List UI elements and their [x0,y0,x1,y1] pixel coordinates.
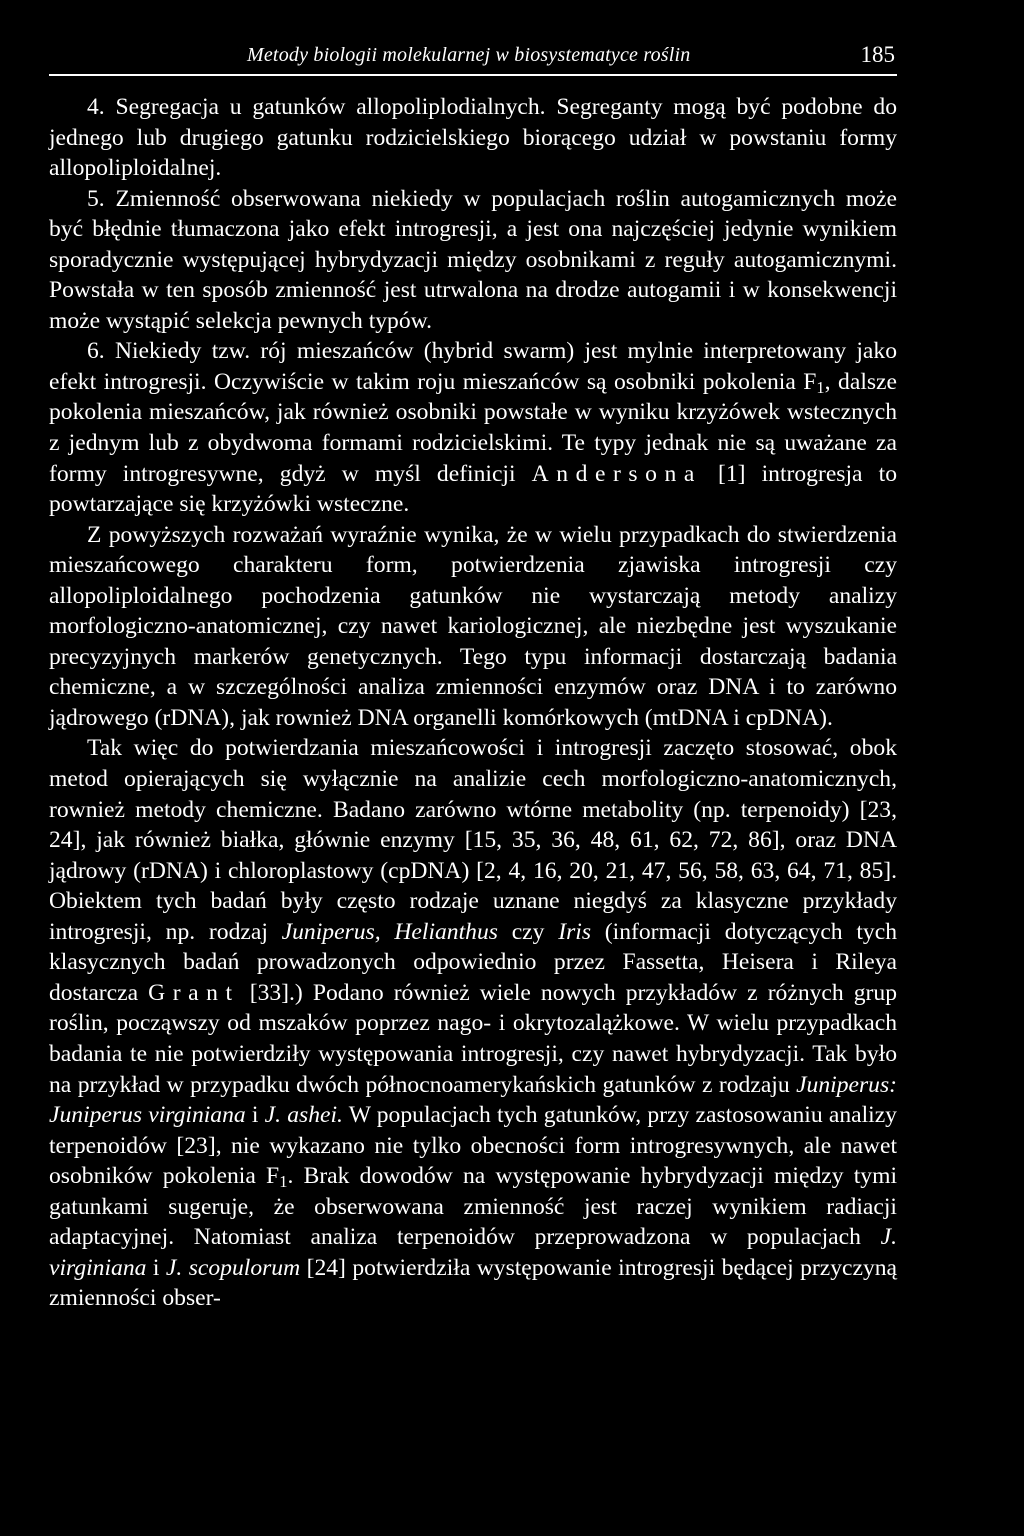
paragraph-conclusion [49,520,897,734]
page-number: 185 [860,42,895,67]
spaced-author-name: Grant [148,979,240,1006]
text-run: i [245,1102,265,1129]
text-run: , dalsze pokolenia mieszańców, jak również osobniki powstałe w wyniku krzyżówek wstecznych z jednym lub z obydwoma formami rodzicielskimi. Te typy jednak nie są uważane za formy introgresywne, gdyż w myśl definicji [49,368,898,487]
text-run: W populacjach tych gatunków, przy zastosowaniu analizy terpenoidów [23], nie wykazano nie tylko obecności form introgresywnych, ale nawet osobników pokolenia F [49,1102,897,1190]
text-run: i [146,1254,166,1281]
italic-term: Juniperus: Juniperus virginiana [49,1071,897,1129]
paragraph-item4 [49,92,897,184]
text-run: 4. Segregacja u gatunków allopoliplodialnych. Segreganty mogą być podobne do jednego lub drugiego gatunku rodzicielskiego biorącego udział w powstaniu formy allopoliploidalnej. [49,94,897,182]
subscript: 1 [816,378,825,398]
text-run: Z powyższych rozważań wyraźnie wynika, że w wielu przypadkach do stwierdzenia mieszańcowego charakteru form, potwierdzenia zjawiska introgresji czy allopoliploidalnego pochodzenia gatunków nie wystarczają metody analizy morfologiczno-anatomicznej, czy nawet kariologicznej, ale niezbędne jest wyszukanie precyzyjnych markerów genetycznych. Tego typu informacji dostarczają badania chemiczne, a w szczególności analiza zmienności enzymów oraz DNA i to zarówno jądrowego (rDNA), jak rownież DNA organelli komórkowych (mtDNA i cpDNA). [49,521,897,731]
spaced-author-name: Andersona [531,460,702,487]
italic-term: Iris [558,918,592,945]
text-run: [1] introgresja to powtarzające się krzyżówki wsteczne. [49,460,897,518]
page-header [49,40,897,76]
text-run: Tak więc do potwierdzania mieszańcowości i introgresji zaczęto stosować, obok metod opierających się wyłącznie na analizie cech morfologiczno-anatomicznych, rownież metody chemiczne. Badano zarówno wtórne metabolity (np. terpenoidy) [23, 24], jak również białka, głównie enzymy [15, 35, 36, 48, 61, 62, 72, 86], oraz DNA jądrowy (rDNA) i chloroplastowy (cpDNA) [2, 4, 16, 20, 21, 47, 56, 58, 63, 64, 71, 85]. Obiektem tych badań były często rodzaje uznane niegdyś za klasyczne przykłady introgresji, np. rodzaj [49,735,897,945]
running-title: Metody biologii molekularnej w biosystematyce roślin [247,44,691,66]
italic-term: J. virginiana [49,1224,897,1281]
text-run: 5. Zmienność obserwowana niekiedy w populacjach roślin autogamicznych może być błędnie tłumaczona jako efekt introgresji, a jest ona najczęściej jedynie wynikiem sporadycznie występującej hybrydyzacji między osobnikami z reguły autogamicznymi. Powstała w ten sposób zmienność jest utrwalona na drodze autogamii i w konsekwencji może wystąpić selekcja pewnych typów. [49,185,897,334]
text-run: (informacji dotyczących tych klasycznych badań prowadzonych odpowiednio przez Fassetta, Heisera i Rileya dostarcza [49,918,897,1006]
text-run: . Brak dowodów na występowanie hybrydyzacji między tymi gatunkami sugeruje, że obserwowana zmienność jest raczej wynikiem radiacji adaptacyjnej. Natomiast analiza terpenoidów przeprowadzona w populacjach [49,1163,897,1251]
body-text [49,92,897,1314]
text-run: 6. Niekiedy tzw. rój mieszańców (hybrid swarm) jest mylnie interpretowany jako efekt introgresji. Oczywiście w takim roju mieszańców są osobniki pokolenia F [49,338,897,395]
text-run: [33].) Podano również wiele nowych przykładów z różnych grup roślin, począwszy od mszaków poprzez nago- i okrytozalążkowe. W wielu przypadkach badania te nie potwierdziły występowania introgresji, czy nawet hybrydyzacji. Tak było na przykład w przypadku dwóch północnoamerykańskich gatunków z rodzaju [49,979,897,1098]
paragraph-item5 [49,184,897,337]
text-run: [24] potwierdziła występowanie introgresji będącej przyczyną zmienności obser- [49,1254,898,1312]
paragraph-methods [49,733,897,1313]
italic-term: J. scopulorum [165,1254,301,1281]
text-run: czy [497,918,559,945]
paragraph-item6 [49,336,897,519]
italic-term: J. ashei. [264,1102,343,1129]
subscript: 1 [279,1172,288,1192]
italic-term: Juniperus, Helianthus [281,918,498,945]
